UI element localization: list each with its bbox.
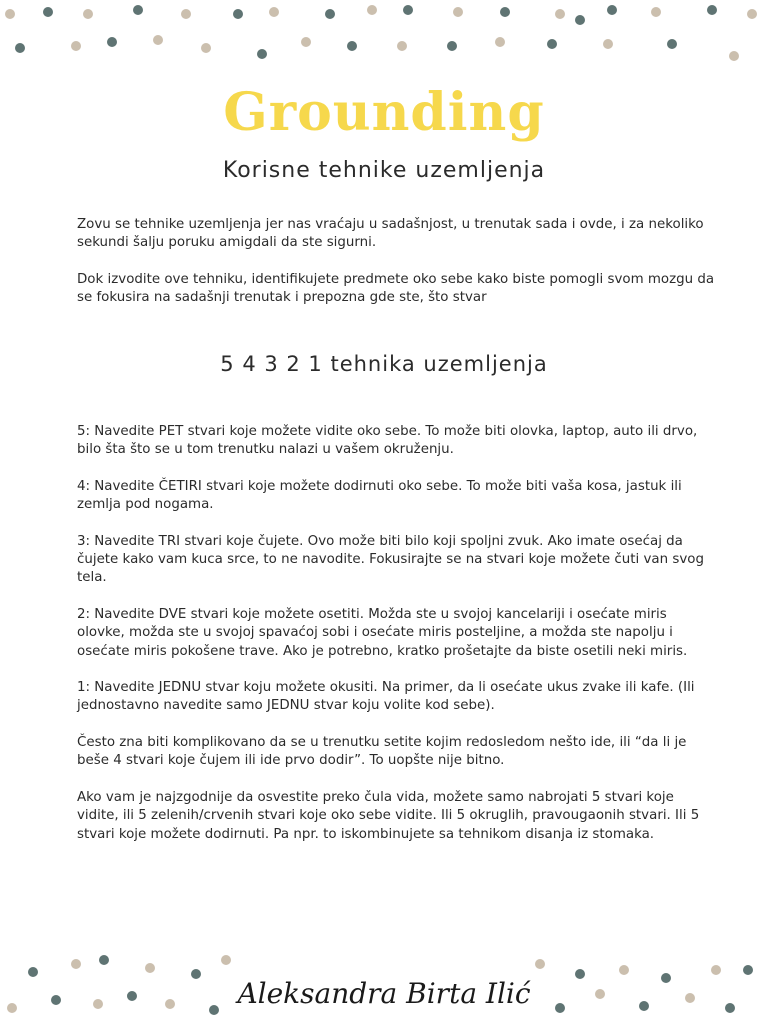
step-paragraph-4: 4: Navedite ČETIRI stvari koje možete dodirnuti oko sebe. To može biti vaša kosa, jastuk ili zemlja pod nogama.: [77, 478, 682, 513]
intro-paragraph: Zovu se tehnike uzemljenja jer nas vraćaju u sadašnjost, u trenutak sada i ovde, i za nekoliko sekundi šalju poruku amigdali da ste sigurni.: [77, 217, 704, 251]
dot-row-1: [5, 5, 757, 19]
step-paragraph-3: 3: Navedite TRI stvari koje čujete. Ovo može biti bilo koji spoljni zvuk. Ako imate osećaj da čujete kako vam kuca srce, to ne navodite. Fokusirajte se na stvari koje možete čuti van svog tela.: [77, 533, 704, 586]
steps-section: [77, 423, 717, 862]
step-paragraph-5: 5: Navedite PET stvari koje možete vidite oko sebe. To može biti olovka, laptop, auto ili drvo, bilo šta što se u tom trenutku nalazi u vašem okruženju.: [77, 424, 698, 458]
step-paragraph-2: 2: Navedite DVE stvari koje možete osetiti. Možda ste u svojoj kancelariji i osećate miris olovke, možda ste u svojoj spavaćoj sobi i osećate miris posteljine, a možda ste napolju i osećate miris pokošene trave. Ako je potrebno, kratko prošetajte da biste osetili neki miris.: [77, 606, 688, 659]
intro-section: [77, 216, 717, 326]
step-paragraph-1: 1: Navedite JEDNU stvar koju možete okusiti. Na primer, da li osećate ukus zvake ili kafe. (Ili jednostavno navedite samo JEDNU stvar koju volite kod sebe).: [77, 680, 695, 714]
section-heading: 5 4 3 2 1 tehnika uzemljenja: [220, 352, 548, 376]
dot-row-2: [15, 15, 739, 61]
intro-paragraph: Dok izvodite ove tehniku, identifikujete predmete oko sebe kako biste pomogli svom mozgu da se fokusira na sadašnji trenutak i prepozna gde ste, što stvar: [77, 271, 715, 306]
page-subtitle: Korisne tehnike uzemljenja: [222, 158, 546, 183]
tip-paragraph: Ako vam je najzgodnije da osvestite preko čula vida, možete samo nabrojati 5 stvari koje vidite, ili 5 zelenih/crvenih stvari koje oko sebe vidite. Ili 5 okruglih, pravougaonih stvari. Ili 5 stvari koje možete dodirnuti. Pa npr. to iskombinujete sa tehnikom disanja iz stomaka.: [77, 789, 700, 842]
author-signature: Aleksandra Birta Ilić: [237, 977, 531, 1010]
note-paragraph: Često zna biti komplikovano da se u trenutku setite kojim redosledom nešto ide, ili “da li je beše 4 stvari koje čujem ili ide prvo dodir”. To uopšte nije bitno.: [77, 735, 687, 769]
page-title: Grounding: [223, 82, 545, 143]
polka-dot-border-top: [0, 0, 768, 80]
